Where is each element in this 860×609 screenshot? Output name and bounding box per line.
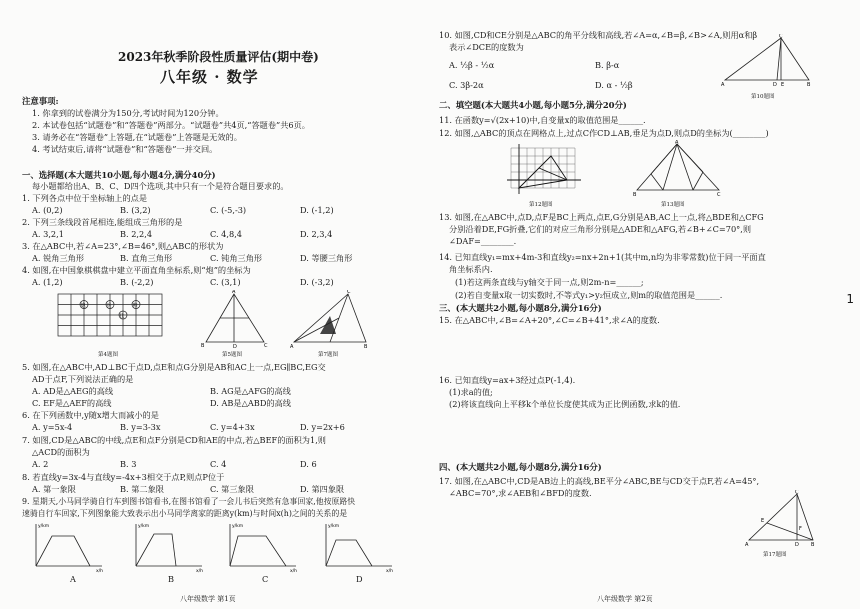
fig4-piece-shi: 仕 (119, 313, 125, 320)
figure-12-caption: 第12题图 (529, 202, 553, 208)
q3-option-b: B. 直角三角形 (120, 253, 173, 263)
side-page-number: 1 (846, 292, 854, 306)
section-1-title: 一、选择题(本大题共10小题,每小题4分,满分40分) (22, 170, 216, 180)
section-1-desc: 每小题都给出A、B、C、D四个选项,其中只有一个是符合题目要求的。 (32, 181, 289, 191)
section-3-title: 三、(本大题共2小题,每小题8分,满分16分) (439, 303, 602, 313)
q16-part1: (1)求a的值; (449, 387, 493, 397)
q4-option-d: D. (-3,2) (300, 277, 334, 287)
q9-stem-line2: 速骑自行车回家,下列图象能大致表示出小马同学离家的距离y(km)与时间x(h)之间的关系的是 (22, 509, 348, 518)
notice-4: 4. 考试结束后,请将“试题卷”和“答题卷”一并交回。 (32, 144, 218, 154)
q5-option-c: C. EF是△AEF的高线 (32, 398, 112, 408)
q8-option-d: D. 第四象限 (300, 484, 345, 494)
q13-stem-line2: 分别沿着DE,FG折叠,它们的对应三角形分别是△ADE和△AFG,若∠B+∠C=70°,则 (449, 224, 752, 234)
notice-2: 2. 本试卷包括“试题卷”和“答题卷”两部分。“试题卷”共4页,“答题卷”共6页。 (32, 120, 310, 130)
fig10-label-e: E (781, 82, 785, 88)
q9d-axis-x: x/h (386, 569, 394, 574)
q9d-axis-y: y/km (328, 524, 340, 529)
q16-stem: 16. 已知直线y=ax+3经过点P(-1,4). (439, 375, 576, 385)
q7-option-a: A. 2 (32, 459, 49, 469)
q3-stem: 3. 在△ABC中,若∠A=23°,∠B=46°,则△ABC的形状为 (22, 241, 224, 251)
q11-stem: 11. 在函数y=√(2x+10)中,自变量x的取值范围是______. (439, 115, 646, 125)
figure-10-triangle (721, 34, 815, 88)
figure-5-triangle (200, 290, 270, 350)
figure-13-triangle (633, 140, 723, 198)
figure-17-triangle (745, 490, 817, 548)
q2-option-d: D. 2,3,4 (300, 229, 333, 239)
q10-option-b: B. β-α (595, 60, 620, 70)
page-1-footer: 八年级数学 第1页 (180, 595, 236, 603)
q8-option-b: B. 第二象限 (120, 484, 164, 494)
q2-option-b: B. 2,2,4 (120, 229, 153, 239)
figure-17-caption: 第17题图 (763, 552, 787, 558)
fig10-label-d: D (773, 82, 777, 88)
notice-1: 1. 你拿到的试卷满分为150分,考试时间为120分钟。 (32, 108, 224, 118)
fig5-label-d: D (233, 344, 237, 350)
q9-option-a: A (70, 574, 76, 584)
q14-part1: (1)若这两条直线与y轴交于同一点,则2m-n=______; (455, 277, 644, 287)
q9-option-b: B (168, 574, 175, 584)
figure-10-caption: 第10题图 (751, 94, 775, 100)
q7-option-c: C. 4 (210, 459, 227, 469)
q8-stem: 8. 若直线y=3x-4与直线y=-4x+3相交于点P,则点P位于 (22, 472, 225, 482)
notice-3: 3. 请务必在“答题卷”上答题,在“试题卷”上答题是无效的。 (32, 132, 242, 142)
notice-title: 注意事项: (22, 96, 59, 106)
q9a-axis-y: y/km (38, 524, 50, 529)
fig10-label-b: B (807, 82, 811, 88)
fig13-label-c: C (717, 192, 721, 198)
q9-option-c: C (262, 574, 269, 584)
q7-option-d: D. 6 (300, 459, 317, 469)
q4-option-b: B. (-2,2) (120, 277, 154, 287)
fig7-label-a: A (290, 344, 294, 350)
q9c-axis-y: y/km (232, 524, 244, 529)
q10-option-d: D. α - ½β (595, 80, 633, 90)
q6-option-a: A. y=5x-4 (32, 422, 73, 432)
q8-option-a: A. 第一象限 (32, 484, 76, 494)
q10-option-c: C. 3β-2α (449, 80, 484, 90)
q6-option-c: C. y=4+3x (210, 422, 255, 432)
q10-option-a: A. ½β - ½α (449, 60, 495, 70)
figure-13-caption: 第13题图 (661, 202, 685, 208)
q14-stem-line2: 角坐标系内. (449, 264, 493, 274)
figure-4-caption: 第4题图 (98, 352, 118, 358)
q3-option-a: A. 锐角三角形 (32, 253, 85, 263)
q1-option-a: A. (0,2) (32, 205, 63, 215)
q6-option-d: D. y=2x+6 (300, 422, 345, 432)
page-2 (425, 0, 845, 609)
q2-option-a: A. 3,2,1 (32, 229, 64, 239)
section-2-title: 二、填空题(本大题共4小题,每小题5分,满分20分) (439, 100, 627, 110)
q9-option-d: D (356, 574, 363, 584)
q1-option-c: C. (-5,-3) (210, 205, 247, 215)
fig7-label-c: C (347, 290, 351, 295)
q9-graph-c (222, 520, 302, 574)
exam-title: 2023年秋季阶段性质量评估(期中卷) (118, 50, 319, 64)
q5-stem-line1: 5. 如图,在△ABC中,AD⊥BC于点D,点E和点G分别是AB和AC上一点,EG∥BC,EG交 (22, 362, 326, 372)
q6-option-b: B. y=3-3x (120, 422, 161, 432)
fig17-label-f: F (799, 526, 802, 532)
q10-stem-line2: 表示∠DCE的度数为 (449, 42, 524, 52)
q1-option-d: D. (-1,2) (300, 205, 334, 215)
q8-option-c: C. 第三象限 (210, 484, 254, 494)
fig10-label-c: C (779, 34, 783, 40)
fig5-label-a: A (232, 290, 236, 295)
fig17-label-d: D (795, 542, 799, 548)
fig13-label-a: A (675, 140, 679, 146)
q15-stem: 15. 在△ABC中,∠B=∠A+20°,∠C=∠B+41°,求∠A的度数. (439, 315, 660, 325)
section-4-title: 四、(本大题共2小题,每小题8分,满分16分) (439, 462, 602, 472)
q6-stem: 6. 在下列函数中,y随x增大而减小的是 (22, 410, 159, 420)
q14-part2: (2)若自变量x取一切实数时,不等式y₁>y₂恒成立,则m的取值范围是______. (455, 290, 723, 300)
q7-option-b: B. 3 (120, 459, 137, 469)
q2-stem: 2. 下列三条线段首尾相连,能组成三角形的是 (22, 217, 183, 227)
figure-12-grid (505, 142, 585, 198)
q3-option-c: C. 钝角三角形 (210, 253, 263, 263)
q9c-axis-x: x/h (290, 569, 298, 574)
q14-stem-line1: 14. 已知直线y₁=mx+4m-3和直线y₂=nx+2n+1(其中m,n均为非零常数)位于同一平面直 (439, 252, 766, 262)
q1-stem: 1. 下列各点中位于坐标轴上的点是 (22, 193, 148, 203)
q17-stem-line1: 17. 如图,在△ABC中,CD是AB边上的高线,BE平分∠ABC,BE与CD交于点F,若∠A=45°, (439, 476, 760, 486)
q9a-axis-x: x/h (96, 569, 104, 574)
q5-stem-line2: AD于点F,下列说法正确的是 (32, 374, 134, 384)
figure-5-caption: 第5题图 (222, 352, 242, 358)
subject-title: 八年级 · 数学 (160, 68, 259, 86)
fig13-label-b: B (633, 192, 637, 198)
q3-option-d: D. 等腰三角形 (300, 253, 353, 263)
q1-option-b: B. (3,2) (120, 205, 151, 215)
q9-graph-a (28, 520, 108, 574)
fig17-label-e: E (761, 518, 765, 524)
fig4-piece-bing: 兵 (106, 303, 112, 309)
q13-stem-line1: 13. 如图,在△ABC中,点D,点F是BC上两点,点E,G分别是AB,AC上一点,将△BDE和△CFG (439, 212, 764, 222)
page-1 (0, 0, 420, 609)
q4-option-c: C. (3,1) (210, 277, 241, 287)
q2-option-c: C. 4,8,4 (210, 229, 243, 239)
q16-part2: (2)将该直线向上平移k个单位长度使其成为正比例函数,求k的值. (449, 399, 681, 409)
figure-4-chessboard (50, 290, 170, 346)
q10-stem-line1: 10. 如图,CD和CE分别是△ABC的角平分线和高线,若∠A=α,∠B=β,∠B>∠A,则用α和β (439, 30, 758, 40)
fig7-label-b: B (364, 344, 368, 350)
q7-stem-line2: △ACD的面积为 (32, 447, 90, 457)
q5-option-b: B. AG是△AFG的高线 (210, 386, 291, 396)
page-2-footer: 八年级数学 第2页 (597, 595, 653, 603)
q17-stem-line2: ∠ABC=70°,求∠AEB和∠BFD的度数. (449, 488, 592, 498)
fig17-label-a: A (745, 542, 749, 548)
q5-option-d: D. AB是△ABD的高线 (210, 398, 291, 408)
q4-option-a: A. (1,2) (32, 277, 63, 287)
fig17-label-c: C (795, 490, 799, 496)
q9-stem-line1: 9. 星期天,小马同学骑自行车到图书馆看书,在图书馆看了一会儿书后突然有急事回家,他按原路快 (22, 497, 356, 506)
fig4-piece-shuai: 帅 (132, 303, 138, 309)
fig10-label-a: A (721, 82, 725, 88)
q7-stem-line1: 7. 如图,CD是△ABC的中线,点E和点F分别是CD和AE的中点,若△BEF的面积为1,则 (22, 435, 326, 445)
fig4-piece-pao: 炮 (80, 303, 86, 309)
q5-option-a: A. AD是△AEG的高线 (32, 386, 114, 396)
fig5-label-c: C (264, 343, 268, 349)
fig17-label-b: B (811, 542, 815, 548)
q13-stem-line3: ∠DAF=________. (449, 236, 517, 246)
q4-stem: 4. 如图,在中国象棋棋盘中建立平面直角坐标系,则“炮”的坐标为 (22, 265, 251, 275)
figure-7-triangle (290, 290, 370, 350)
q9-graph-b (128, 520, 208, 574)
q9-graph-d (318, 520, 398, 574)
fig5-label-b: B (201, 343, 205, 349)
q12-stem: 12. 如图,△ABC的顶点在网格点上,过点C作CD⊥AB,垂足为点D,则点D的坐标为(________) (439, 128, 769, 138)
q9b-axis-y: y/km (138, 524, 150, 529)
q9b-axis-x: x/h (196, 569, 204, 574)
figure-7-caption: 第7题图 (318, 352, 338, 358)
